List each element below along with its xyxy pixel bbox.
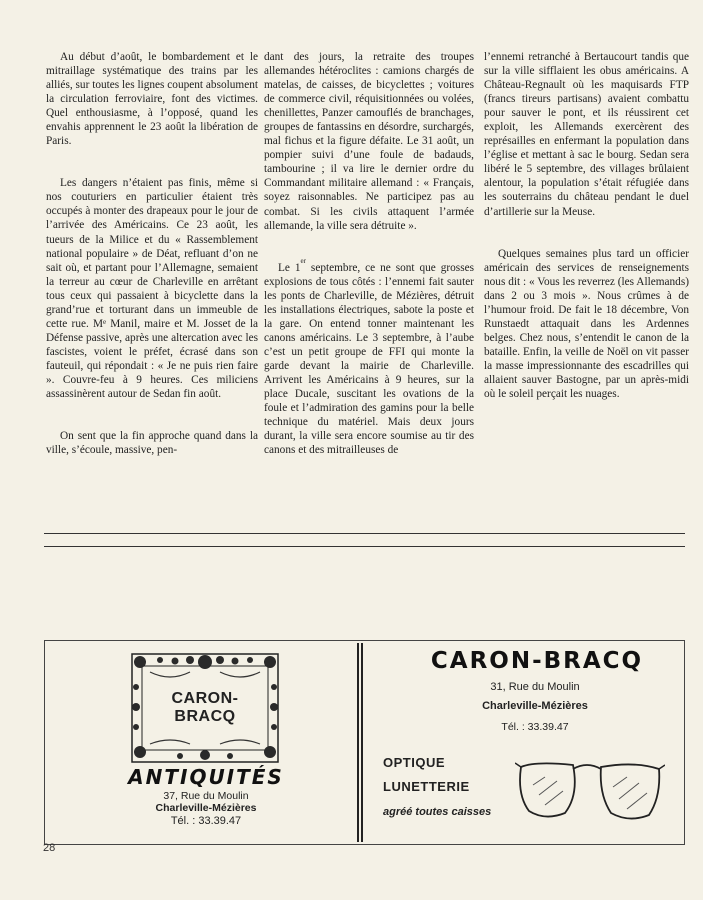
address-line: 37, Rue du Moulin bbox=[163, 790, 249, 802]
eyeglasses-icon bbox=[515, 755, 665, 827]
phone-line: Tél. : 33.39.47 bbox=[170, 815, 242, 827]
lunetterie-label: LUNETTERIE bbox=[383, 779, 470, 794]
frame-brand-name: CARON-BRACQ bbox=[171, 690, 239, 725]
separator-rule bbox=[44, 533, 685, 534]
separator-rule bbox=[44, 546, 685, 547]
ordinal-superscript: er bbox=[300, 256, 306, 265]
article-column-3 bbox=[484, 50, 689, 401]
paragraph: Quelques semaines plus tard un officier américain des services de renseignements nous dit : « Vous les reverrez (les Allemands) dans 2 ou 3 mois ». Nous crûmes à de l’humour froid. De fait le 18 décembre, Von Runstaedt attaquait dans les Ardennes belges. Chez nous, s’entendit le canon de la bataille. Enfin, la veille de Noël on vit passer la masse impressionnante des escadrilles qui allaient sauver Bastogne, par un après-midi où le soleil perçait les nuages. bbox=[484, 247, 689, 401]
paragraph: Au début d’août, le bombardement et le mitraillage systématique des trains par les alliés, sur toutes les lignes coupent absolument la circulation ferroviaire, font des victimes. Quel enthousiasme, à l’opposé, quand les envahis apprennent le 23 août la libération de Paris. bbox=[46, 51, 258, 148]
city-line: Charleville-Mézières bbox=[155, 802, 257, 814]
paragraph: dant des jours, la retraite des troupes allemandes hétéroclites : camions chargés de matelas, de caisses, de bicyclettes ; voitures de commerce civil, réquisitionnées ou volées, chenillettes, Panzer camouflés de branchages, groupes de fantassins en désordre, surchargés, mal fichus et la figure défaite. Le 31 août, un pompier suivi d’une foule de badauds, tambourine ; il va lire le dernier ordre du Commandant militaire allemand : « Français, soyez raisonnables. Ne participez pas au combat. Si les civils attaquent l’armée allemande, la ville sera détruite ». bbox=[264, 51, 474, 232]
paragraph bbox=[264, 256, 474, 458]
article-column-2 bbox=[264, 50, 474, 457]
paragraph: On sent que la fin approche quand dans la ville, s’écoule, massive, pen- bbox=[46, 430, 258, 457]
paragraph-text: septembre, ce ne sont que grosses explosions de tous côtés : l’ennemi fait sauter les ponts de Charleville, de Mézières, détruit les installations électriques, sabote la poste et la gare. On entend tonner maintenant les canons américains. Le 3 septembre, à l’aube c’est un petit groupe de FFI qui monte la garde devant la mairie de Charleville. Arrivent les Américains à 9 heures, sur la place Ducale, suscitant les ovations de la foule et l’admiration des gamins pour la belle technique du matériel. Mais deux jours durant, la ville sera encore soumise au tir des canons et des mitrailleuses de bbox=[264, 261, 474, 457]
date-prefix: Le 1 bbox=[278, 261, 301, 274]
paragraph: Les dangers n’étaient pas finis, même si nos couturiers en particulier étaient très occupés à monter des drapeaux pour le jour de l’arrivée des Américains. Ce 23 août, les tueurs de la Milice et du « Rassemblement national populaire » de Déat, refluant d’on ne sait où, et partant pour l’Allemagne, semaient la terreur au cœur de Charleville en arrêtant tous ceux qui passaient à bicyclette dans la grand’rue et torturant dans un immeuble de cette rue. Mᵉ Manil, maire et M. Josset de la Défense passive, après une altercation avec les fascistes, voient le préfet, écrasé dans son fauteuil, qui répondait : « Je ne puis rien faire ». Couvre-feu à 9 heures. Ces miliciens assassinèrent autour de Sedan fin août. bbox=[46, 177, 258, 401]
article-column-1 bbox=[46, 50, 258, 457]
advertisement-divider bbox=[357, 643, 363, 842]
phone-line: Tél. : 33.39.47 bbox=[501, 721, 569, 733]
paragraph: l’ennemi retranché à Bertaucourt tandis que sur la ville sifflaient les obus américains. A Château-Regnault où les maquisards FTP (francs tireurs partisans) avaient combattu pour sauver le pont, et ils réussirent cet exploit, les Allemands exercèrent des représailles en enfermant la population dans l’église et mettant à sac le bourg. Sedan sera libéré le 5 septembre, des villages brûlaient alentour, la population s’était réfugiée dans les souterrains du château pendant le duel d’artillerie sur la Meuse. bbox=[484, 51, 689, 218]
address-line: 31, Rue du Moulin bbox=[490, 681, 580, 693]
city-line: Charleville-Mézières bbox=[482, 700, 588, 712]
antiques-heading: ANTIQUITÉS bbox=[128, 765, 284, 789]
page-number: 28 bbox=[43, 842, 56, 854]
optique-label: OPTIQUE bbox=[383, 755, 446, 770]
brand-title: CARON-BRACQ bbox=[430, 648, 644, 674]
agreement-note: agréé toutes caisses bbox=[383, 806, 492, 818]
